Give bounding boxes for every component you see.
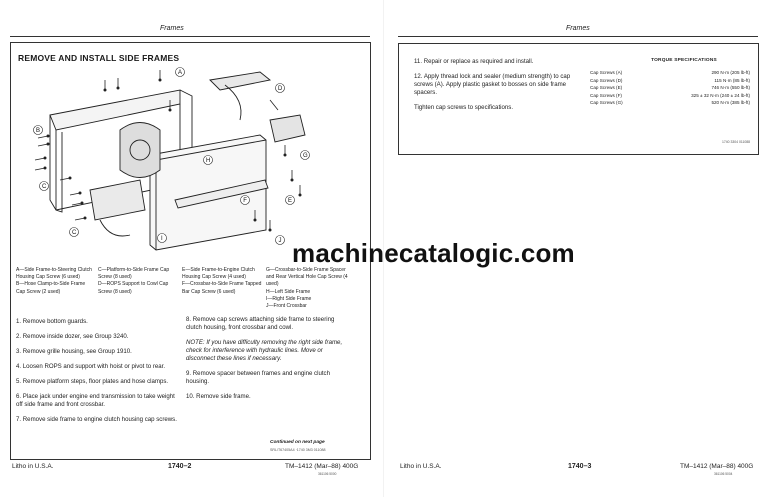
- legend-item: E—Side Frame-to-Engine Clutch Housing Cap Screw (4 used): [182, 267, 255, 281]
- torque-value: 520 N·m (385 lb-ft): [711, 100, 750, 105]
- torque-value: 115 N·m (85 lb-ft): [714, 77, 750, 83]
- callout-j: J: [278, 238, 282, 245]
- procedure-step: 6. Place jack under engine end transmission to take weight off side frame and front crossbar.: [16, 393, 175, 408]
- torque-row: [590, 84, 750, 92]
- procedure-step: Tighten cap screws to specifications.: [414, 104, 514, 111]
- legend-item: J—Front Crossbar: [266, 303, 307, 310]
- procedure-step: 8. Remove cap screws attaching side frame to steering clutch housing, front crossbar and cowl.: [186, 316, 335, 331]
- procedure-step: 10. Remove side frame.: [186, 393, 251, 400]
- legend-item: C—Platform-to-Side Frame Cap Screw (8 used): [98, 267, 170, 281]
- running-head: Frames: [160, 25, 184, 32]
- callout-g: G: [303, 153, 308, 160]
- torque-label: Cap Screws (F): [590, 92, 622, 98]
- legend-item: H—Left Side Frame: [266, 288, 311, 295]
- footer-manual-code: 361106 5000: [318, 472, 337, 476]
- header-rule: [398, 36, 758, 37]
- document-code: SRL/T67405A4 ·1740 3M3 011088: [270, 448, 326, 452]
- legend-item: I—Right Side Frame: [266, 295, 312, 302]
- callout-h: H: [206, 158, 211, 165]
- procedure-step: 5. Remove platform steps, floor plates and hose clamps.: [16, 378, 169, 385]
- continued-note: Continued on next page: [270, 440, 325, 445]
- torque-value: 325 ± 32 N·m (240 ± 24 lb-ft): [691, 92, 750, 98]
- torque-heading: TORQUE SPECIFICATIONS: [651, 58, 717, 63]
- torque-label: Cap Screws (A): [590, 70, 623, 75]
- callout-b: B: [36, 128, 41, 135]
- footer-page-number: 1740–3: [568, 463, 592, 470]
- torque-row: [590, 92, 750, 100]
- procedure-steps: [414, 58, 584, 119]
- footer-litho: Litho in U.S.A.: [12, 463, 54, 470]
- torque-label: Cap Screws (D): [590, 77, 623, 83]
- torque-row: [590, 69, 750, 77]
- callout-c: C: [42, 184, 47, 191]
- legend-column-4: [266, 267, 348, 310]
- running-head: Frames: [566, 25, 590, 32]
- torque-row: [590, 77, 750, 85]
- section-title: REMOVE AND INSTALL SIDE FRAMES: [18, 53, 180, 63]
- note-text: NOTE: If you have difficulty removing the right side frame, check for interference with hydraulic lines. Move or disconnect these lines if necessary.: [186, 339, 343, 362]
- legend-item: F—Crossbar-to-Side Frame Tapped Bar Cap Screw (6 used): [182, 281, 262, 295]
- callout-d: D: [278, 86, 283, 93]
- footer-page-number: 1740–2: [168, 463, 192, 470]
- torque-label: Cap Screws (G): [590, 100, 623, 105]
- procedure-step: 7. Remove side frame to engine clutch housing cap screws.: [16, 416, 177, 423]
- legend-item: G—Crossbar-to-Side Frame Spacer and Rear Vertical Hole Cap Screw (4 used): [266, 267, 348, 288]
- procedure-step: 4. Loosen ROPS and support with hoist or pivot to rear.: [16, 363, 166, 370]
- footer-litho: Litho in U.S.A.: [400, 463, 442, 470]
- procedure-step: 11. Repair or replace as required and install.: [414, 58, 534, 65]
- document-code: 1740 3304 011088: [722, 140, 751, 144]
- header-rule: [10, 36, 370, 37]
- procedure-step: 2. Remove inside dozer, see Group 3240.: [16, 333, 129, 340]
- procedure-step: 1. Remove bottom guards.: [16, 318, 88, 325]
- procedure-steps-right: [186, 316, 350, 408]
- legend-item: D—ROPS Support to Cowl Cap Screw (8 used): [98, 281, 169, 295]
- callout-i: I: [161, 236, 163, 243]
- legend-item: A—Side Frame-to-Steering Clutch Housing Cap Screw (6 used): [16, 267, 92, 281]
- torque-row: [590, 99, 750, 107]
- footer-manual-code: 361106 5004: [714, 472, 733, 476]
- callout-e: E: [288, 198, 293, 205]
- torque-specifications-table: [590, 58, 750, 107]
- torque-value: 290 N·m (205 lb-ft): [711, 70, 750, 75]
- legend-column-1: [16, 267, 94, 296]
- exploded-frame-diagram: [30, 60, 330, 258]
- legend-column-3: [182, 267, 262, 296]
- procedure-steps-left: [16, 318, 178, 431]
- legend-item: B—Hose Clamp-to-Side Frame Cap Screw (2 used): [16, 281, 86, 295]
- watermark-text: machinecatalogic.com: [292, 238, 575, 268]
- legend-column-2: [98, 267, 178, 296]
- callout-a: A: [178, 70, 183, 77]
- torque-value: 746 N·m (550 lb-ft): [711, 85, 750, 90]
- callout-f: F: [243, 198, 247, 205]
- footer-manual-id: TM–1412 (Mar–88) 400G: [680, 463, 754, 470]
- procedure-step: 3. Remove grille housing, see Group 1910.: [16, 348, 132, 355]
- procedure-step: 12. Apply thread lock and sealer (medium strength) to cap screws (A). Apply plastic gasket to bosses on side frame spacers.: [414, 73, 571, 96]
- procedure-step: 9. Remove spacer between frames and engine clutch housing.: [186, 370, 330, 385]
- footer-manual-id: TM–1412 (Mar–88) 400G: [285, 463, 359, 470]
- torque-label: Cap Screws (E): [590, 85, 623, 90]
- callout-c-2: C: [72, 230, 77, 237]
